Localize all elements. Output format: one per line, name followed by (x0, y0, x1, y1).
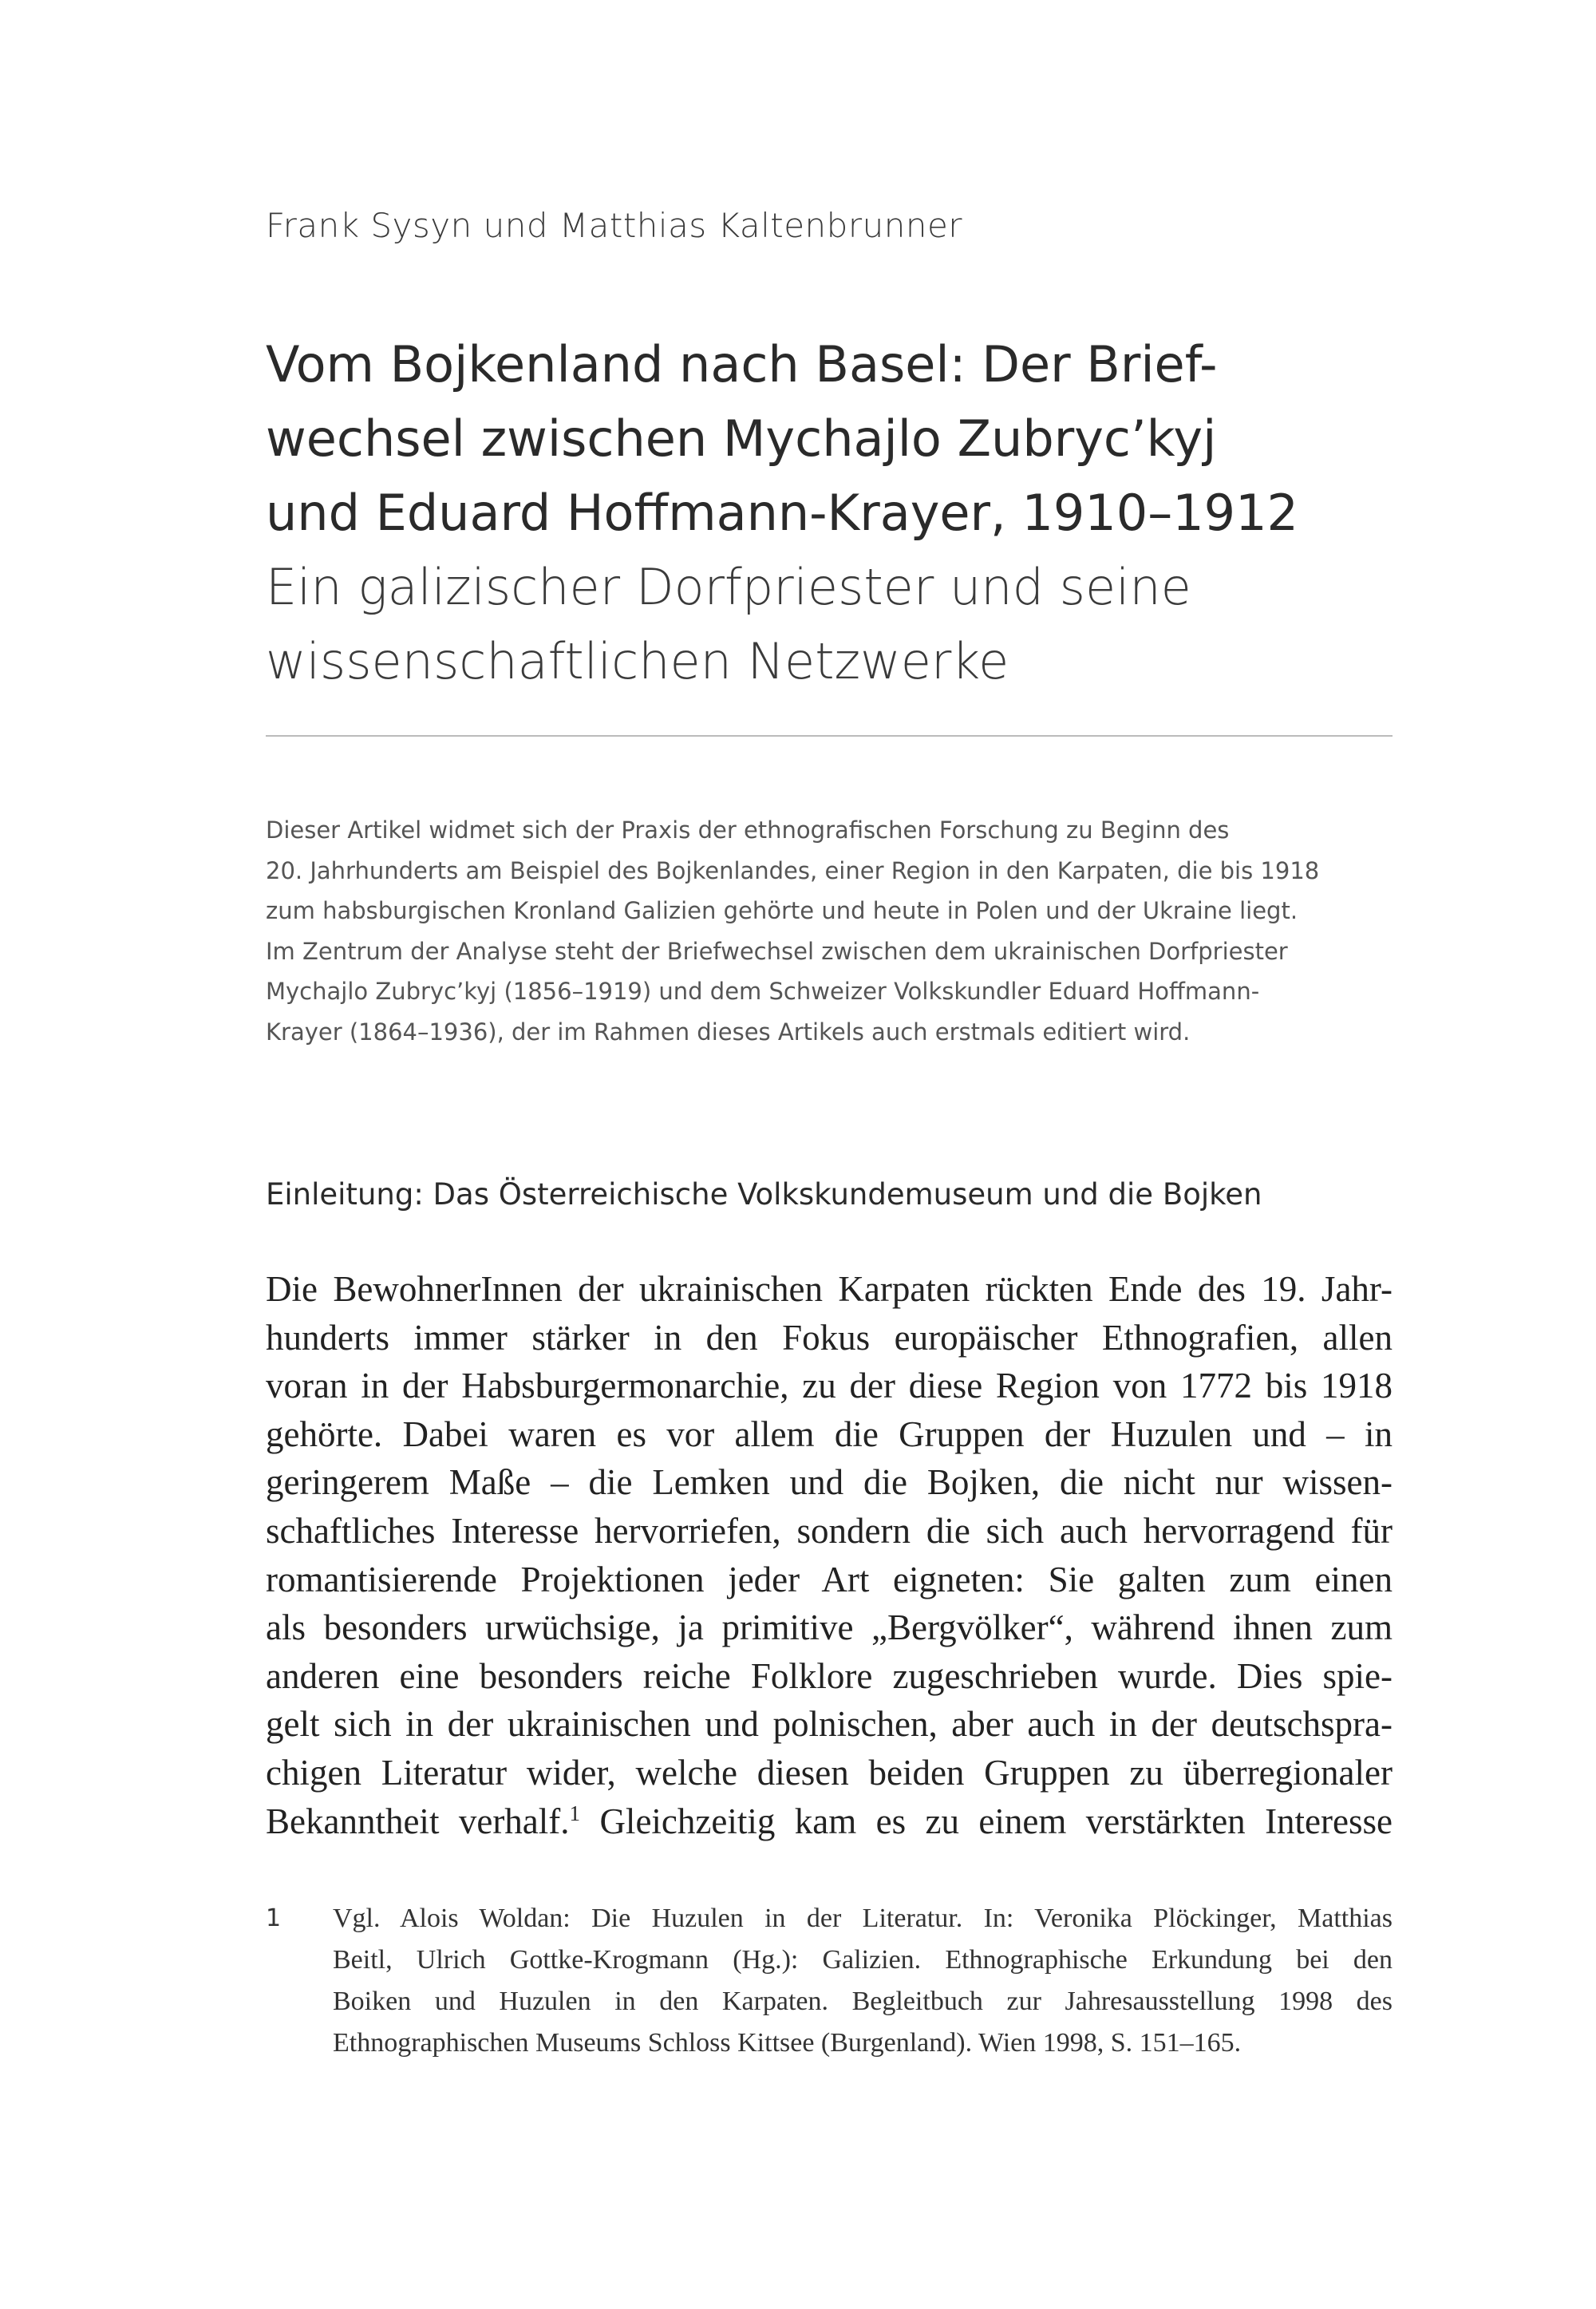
body-line: romantisierende Projektionen jeder Art eigneten: Sie galten zum einen (266, 1559, 1393, 1599)
body-line: chigen Literatur wider, welche diesen beiden Gruppen zu überregionaler (266, 1752, 1393, 1793)
abstract-line: 20. Jahrhunderts am Beispiel des Bojkenlandes, einer Region in den Karpaten, die bis 1918 (266, 856, 1320, 884)
body-line: gelt sich in der ukrainischen und polnischen, aber auch in der deutschspra- (266, 1704, 1393, 1745)
body-line: geringerem Maße – die Lemken und die Bojken, die nicht nur wissen- (266, 1462, 1393, 1503)
body-line: als besonders urwüchsige, ja primitive „Bergvölker“, während ihnen zum (266, 1607, 1393, 1648)
author-line: Frank Sysyn und Matthias Kaltenbrunner (266, 206, 963, 245)
footnote-number: 1 (266, 1904, 282, 1932)
body-line: anderen eine besonders reiche Folklore zugeschrieben wurde. Dies spie- (266, 1655, 1393, 1696)
footnote-reference[interactable]: 1 (569, 1801, 581, 1825)
abstract-line: Mychajlo Zubryc’kyj (1856–1919) und dem Schweizer Volkskundler Eduard Hoffmann- (266, 978, 1260, 1005)
section-heading: Einleitung: Das Österreichische Volkskundemuseum und die Bojken (266, 1177, 1262, 1212)
subtitle-line: wissenschaftlichen Netzwerke (266, 632, 1009, 690)
abstract-line: Im Zentrum der Analyse steht der Briefwechsel zwischen dem ukrainischen Dorfpriester (266, 937, 1288, 965)
body-line: hunderts immer stärker in den Fokus europäischer Ethnografien, allen (266, 1317, 1393, 1358)
body-line: gehörte. Dabei waren es vor allem die Gruppen der Huzulen und – in (266, 1413, 1393, 1454)
body-line: Die BewohnerInnen der ukrainischen Karpaten rückten Ende des 19. Jahr- (266, 1269, 1393, 1309)
body-text-span: Gleichzeitig kam es zu einem verstärkten Interesse (580, 1801, 1393, 1841)
body-text-span: Bekanntheit verhalf. (266, 1801, 570, 1841)
title-line: und Eduard Hoffmann-Krayer, 1910–1912 (266, 484, 1299, 542)
title-line: wechsel zwischen Mychajlo Zubryc’kyj (266, 409, 1217, 468)
abstract (266, 810, 1393, 1052)
abstract-line: Dieser Artikel widmet sich der Praxis der ethnografischen Forschung zu Beginn des (266, 816, 1230, 844)
footnote-line: Boiken und Huzulen in den Karpaten. Begleitbuch zur Jahresausstellung 1998 des (333, 1987, 1393, 2016)
footnote-line: Beitl, Ulrich Gottke-Krogmann (Hg.): Galizien. Ethnographische Erkundung bei den (333, 1945, 1393, 1975)
body-text (266, 1265, 1393, 1845)
divider (266, 735, 1393, 737)
body-line: voran in der Habsburgermonarchie, zu der diese Region von 1772 bis 1918 (266, 1366, 1393, 1406)
abstract-line: Krayer (1864–1936), der im Rahmen dieses Artikels auch erstmals editiert wird. (266, 1018, 1191, 1046)
article-title (266, 327, 1393, 698)
footnote-line: Vgl. Alois Woldan: Die Huzulen in der Literatur. In: Veronika Plöckinger, Matthias (333, 1904, 1393, 1933)
title-line: Vom Bojkenland nach Basel: Der Brief- (266, 335, 1218, 393)
abstract-line: zum habsburgischen Kronland Galizien gehörte und heute in Polen und der Ukraine liegt. (266, 897, 1298, 924)
body-line: schaftliches Interesse hervorriefen, sondern die sich auch hervorragend für (266, 1510, 1393, 1551)
footnote (266, 1898, 1393, 2064)
subtitle-line: Ein galizischer Dorfpriester und seine (266, 558, 1191, 616)
body-line (266, 1797, 1393, 1846)
footnote-line: Ethnographischen Museums Schloss Kittsee (Burgenland). Wien 1998, S. 151–165. (333, 2028, 1242, 2058)
